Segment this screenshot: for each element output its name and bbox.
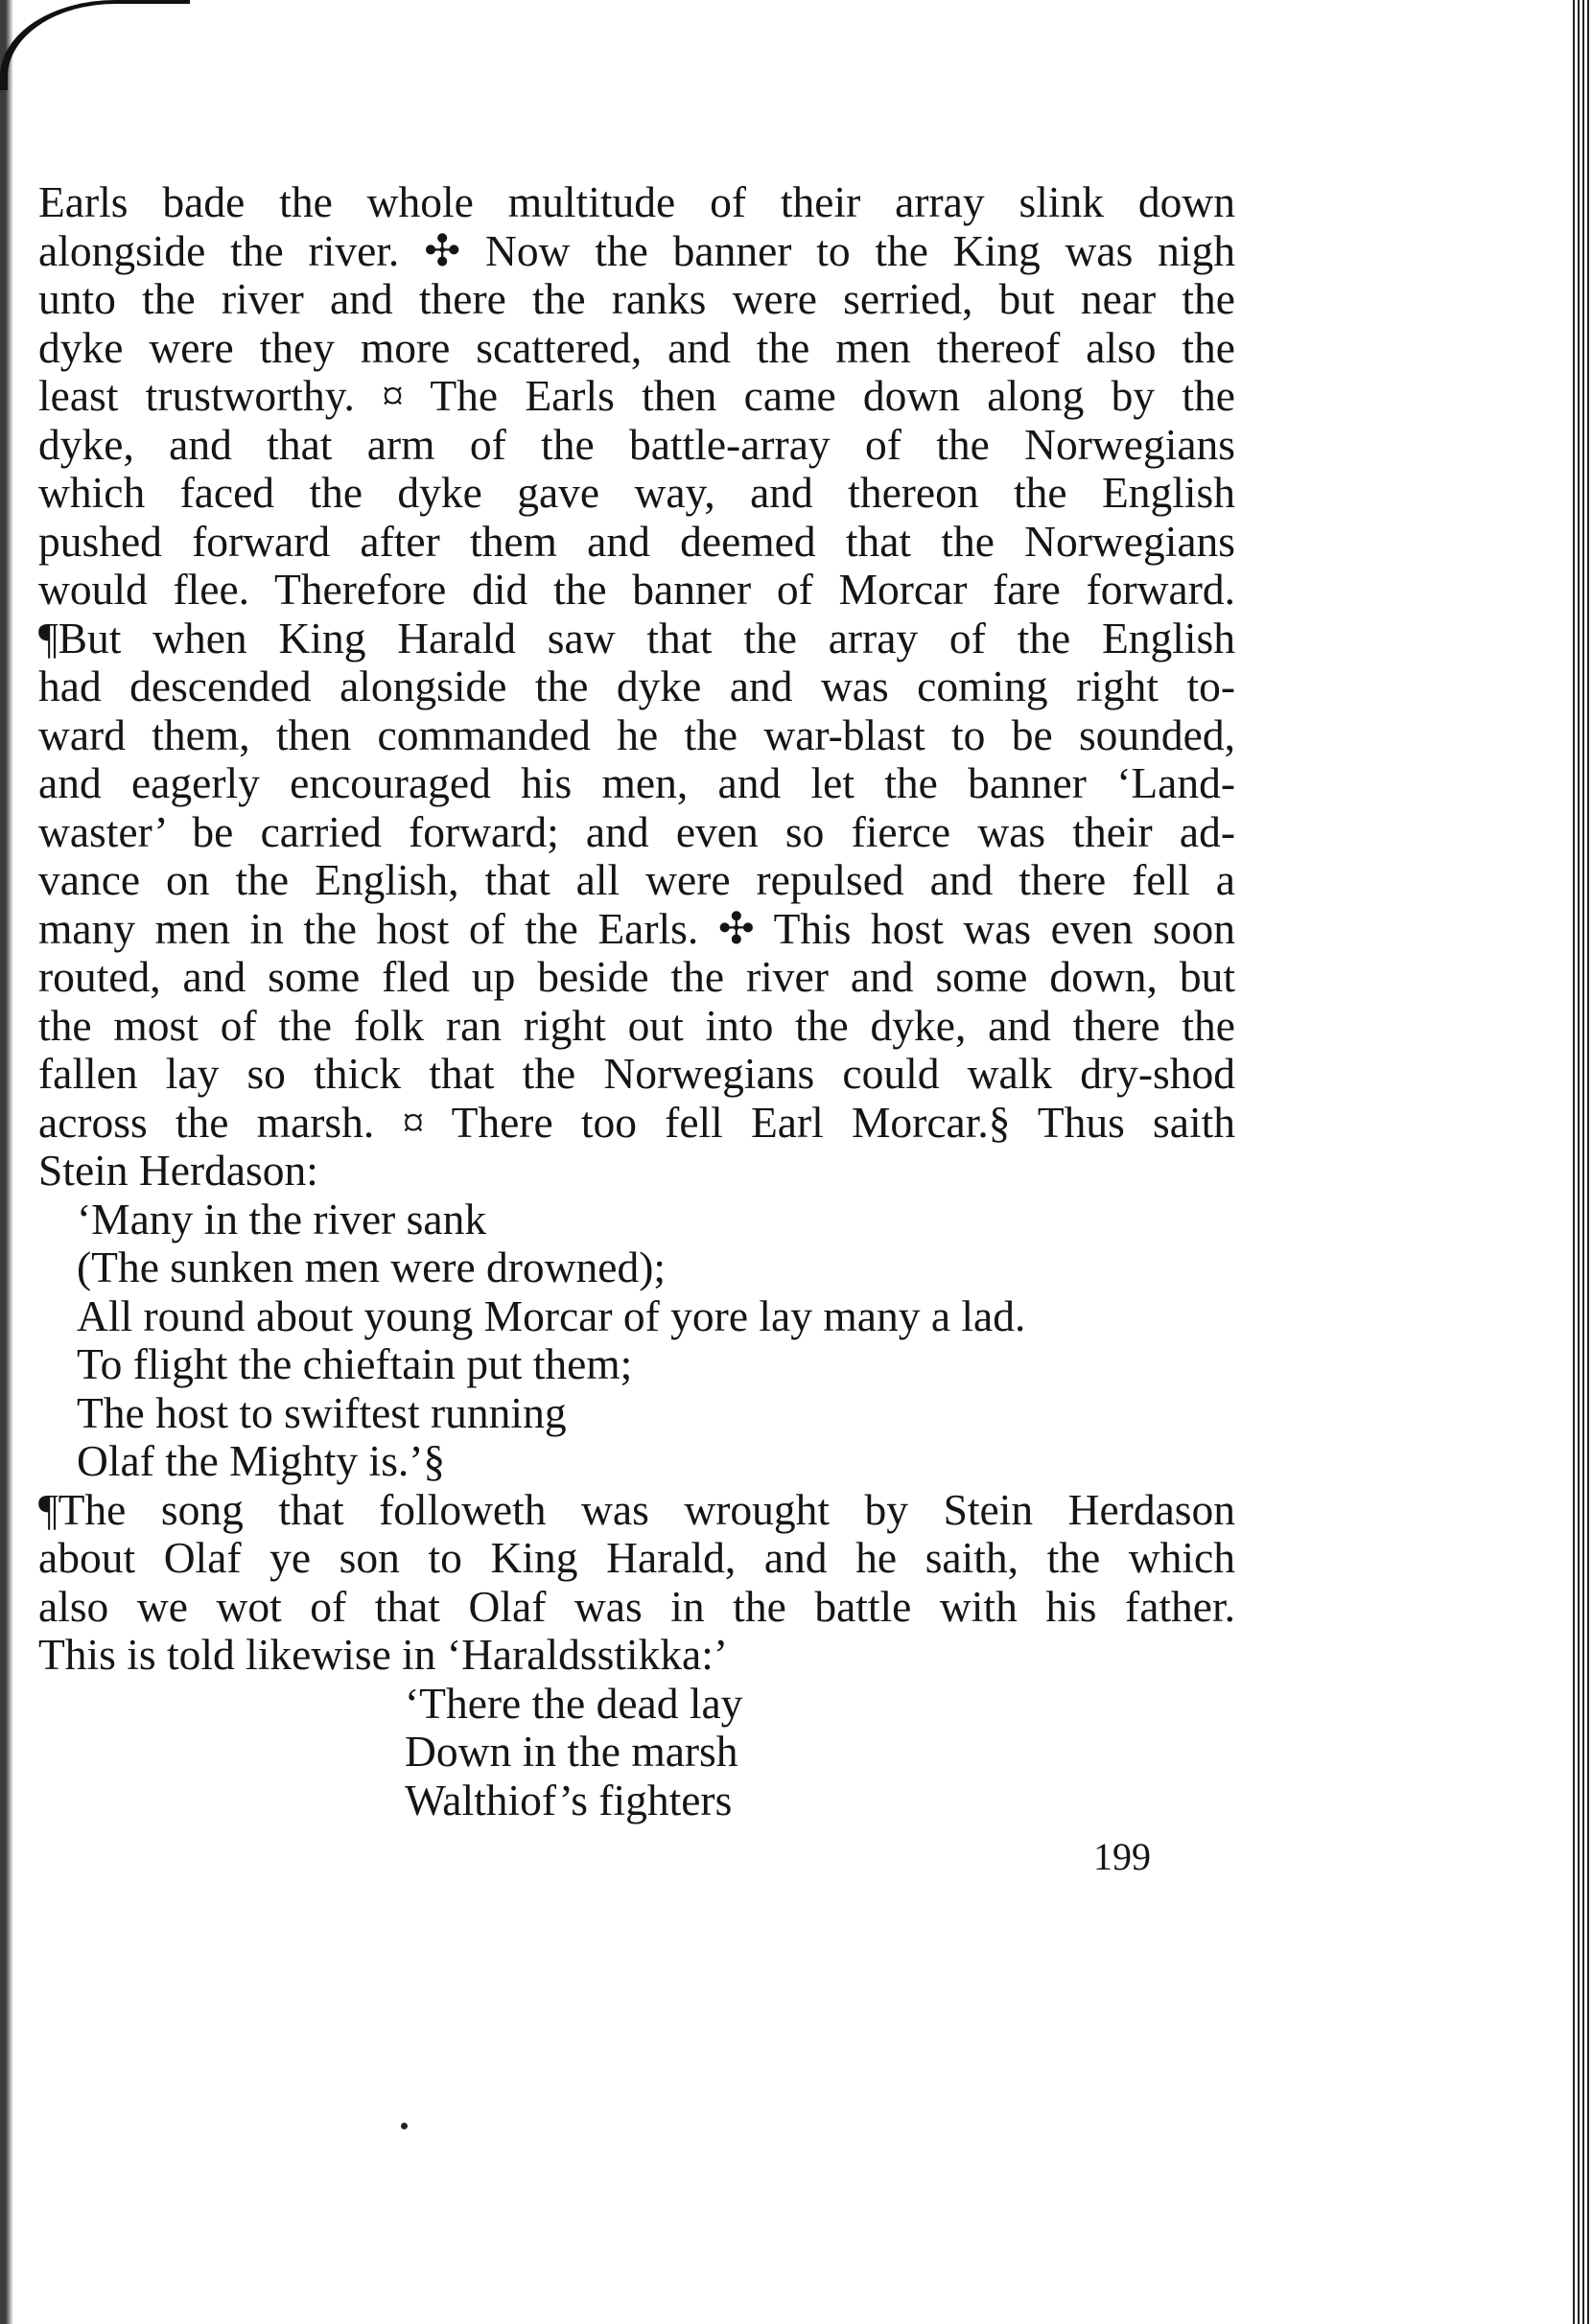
prose-line: also we wot of that Olaf was in the battle with his father.	[38, 1581, 1235, 1631]
prose-line: waster’ be carried forward; and even so fierce was their ad-	[38, 806, 1235, 856]
ink-speck	[401, 2123, 408, 2129]
prose-line: Stein Herdason:	[38, 1146, 318, 1195]
prose-line: dyke, and that arm of the battle-array of the Norwegians	[38, 419, 1235, 469]
prose-line: fallen lay so thick that the Norwegians could walk dry-shod	[38, 1049, 1235, 1098]
prose-line: dyke were they more scattered, and the men thereof also the	[38, 322, 1235, 372]
scan-corner-mark	[0, 0, 190, 90]
prose-line: many men in the host of the Earls. ✣ This host was even soon	[38, 903, 1235, 953]
scan-left-edge	[0, 0, 17, 2324]
verse-line: Walthiof’s fighters	[405, 1775, 733, 1824]
prose-line: vance on the English, that all were repulsed and there fell a	[38, 855, 1235, 904]
prose-line: across the marsh. ¤ There too fell Earl Morcar.§ Thus saith	[38, 1097, 1235, 1147]
prose-line: would flee. Therefore did the banner of Morcar fare forward.	[38, 565, 1235, 614]
prose-line: This is told likewise in ‘Haraldsstikka:’	[38, 1630, 729, 1679]
verse-line: Olaf the Mighty is.’§	[77, 1436, 446, 1485]
verse-line: To flight the chieftain put them;	[77, 1339, 633, 1388]
prose-line: ¶But when King Harald saw that the array of the English	[38, 613, 1235, 662]
prose-line: routed, and some fled up beside the river and some down, but	[38, 952, 1235, 1001]
prose-line: which faced the dyke gave way, and thereon the English	[38, 468, 1235, 517]
verse-line: ‘Many in the river sank	[77, 1194, 487, 1243]
prose-line: the most of the folk ran right out into the dyke, and there the	[38, 1000, 1235, 1050]
scan-right-edge	[1573, 0, 1592, 2324]
prose-line: unto the river and there the ranks were serried, but near the	[38, 274, 1235, 323]
verse-line: (The sunken men were drowned);	[77, 1243, 667, 1291]
prose-line: Earls bade the whole multitude of their array slink down	[38, 177, 1235, 226]
page-body	[38, 178, 1256, 1824]
verse-line: The host to swiftest running	[77, 1387, 567, 1437]
verse-line: Down in the marsh	[405, 1727, 738, 1776]
page-number: 199	[1093, 1835, 1151, 1878]
verse-line: ‘There the dead lay	[405, 1678, 743, 1728]
prose-line: about Olaf ye son to King Harald, and he saith, the which	[38, 1533, 1235, 1582]
prose-line: pushed forward after them and deemed that the Norwegians	[38, 516, 1235, 566]
prose-line: least trustworthy. ¤ The Earls then came down along by the	[38, 371, 1235, 420]
prose-line: and eagerly encouraged his men, and let the banner ‘Land-	[38, 758, 1235, 807]
prose-line: ¶The song that followeth was wrought by Stein Herdason	[38, 1484, 1235, 1534]
verse-line: All round about young Morcar of yore lay many a lad.	[77, 1290, 1026, 1340]
prose-line: ward them, then commanded he the war-blast to be sounded,	[38, 709, 1235, 759]
prose-line: had descended alongside the dyke and was coming right to-	[38, 662, 1235, 710]
prose-line: alongside the river. ✣ Now the banner to the King was nigh	[38, 225, 1235, 275]
